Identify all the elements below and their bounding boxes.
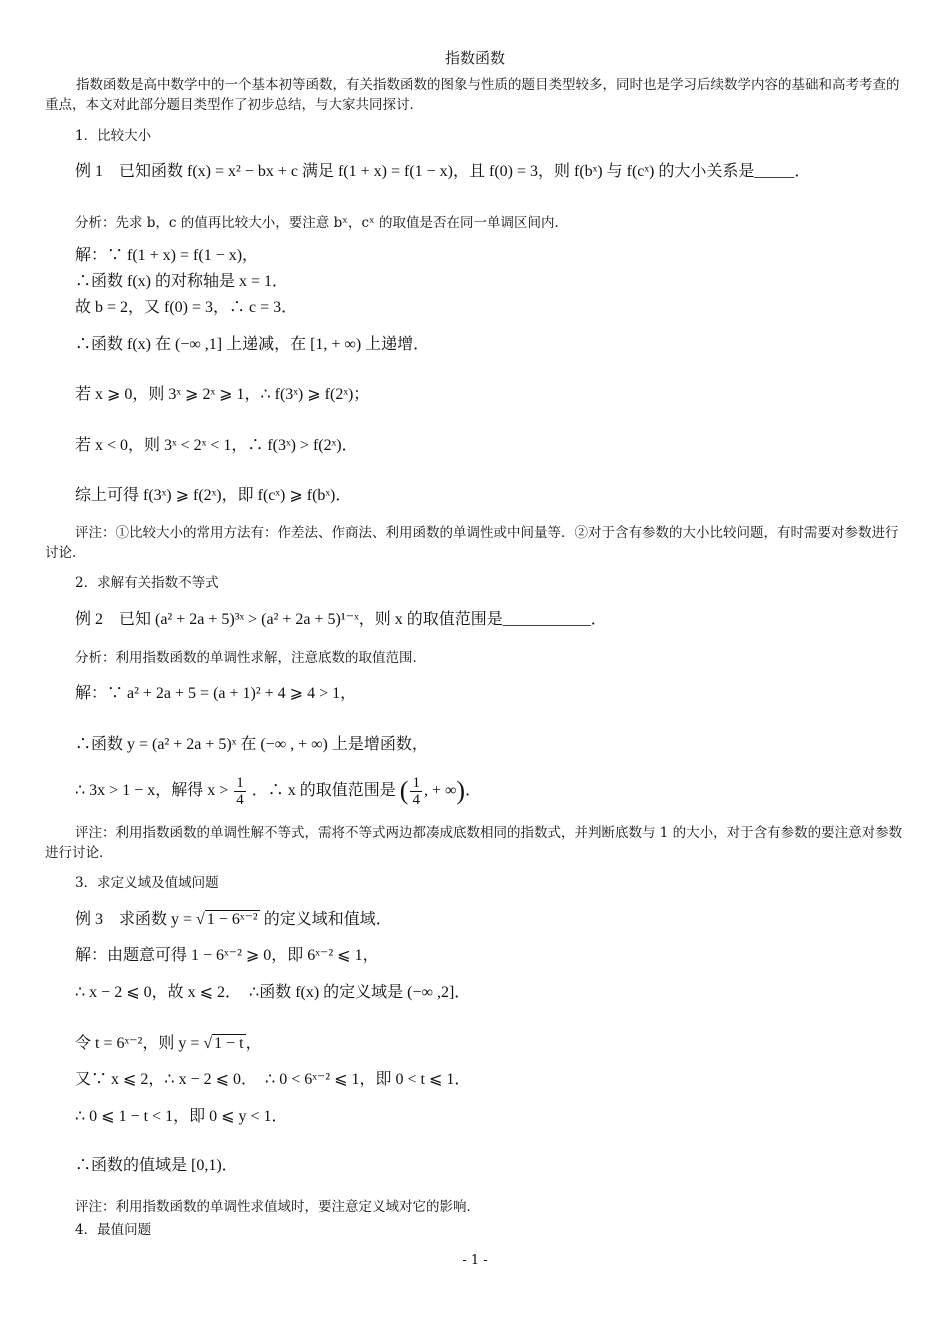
example-1-solution-line: ∴函数 f(x) 在 (−∞ ,1] 上递减，在 [1, + ∞) 上递增． [75,336,430,353]
example-3-solution-line: ∴ x − 2 ⩽ 0，故 x ⩽ 2． ∴函数 f(x) 的定义域是 (−∞ ,2]． [75,984,471,1001]
example-3: 例 3 求函数 y = √ 1 − 6ˣ⁻² 的定义域和值域． [75,911,392,928]
document-title: 指数函数 [444,49,505,67]
example-2-solution-line: ∴函数 y = (a² + 2a + 5)ˣ 在 (−∞ , + ∞) 上是增函数， [75,736,428,753]
example-3-solution-line: 解：由题意可得 1 − 6ˣ⁻² ⩾ 0，即 6ˣ⁻² ⩽ 1， [75,947,379,964]
example-1-solution-line: 综上可得 f(3ˣ) ⩾ f(2ˣ)，即 f(cˣ) ⩾ f(bˣ)． [75,487,352,504]
example-1-solution-line: 解：∵ f(1 + x) = f(1 − x)， [75,247,259,264]
example-3-solution-line: ∴函数的值域是 [0,1)． [75,1157,238,1174]
section-3-heading: 3．求定义域及值域问题 [75,875,219,891]
example-1-comment: 评注：①比较大小的常用方法有：作差法、作商法、利用函数的单调性或中间量等．②对于含有参数的大小比较问题，有时需要对参数进行讨论． [45,525,899,561]
sqrt-sign: √ [203,1035,213,1052]
page-number: - 1 - [462,1253,488,1268]
intro-paragraph: 指数函数是高中数学中的一个基本初等函数，有关指数函数的图象与性质的题目类型较多，同时也是学习后续数学内容的基础和高考考查的重点，本文对此部分题目类型作了初步总结，与大家共同探讨． [45,77,900,113]
example-3-solution-line: 又∵ x ⩽ 2，∴ x − 2 ⩽ 0． ∴ 0 < 6ˣ⁻² ⩽ 1，即 0 < t ⩽ 1． [75,1071,471,1088]
example-1-solution-line: 若 x < 0，则 3ˣ < 2ˣ < 1，∴ f(3ˣ) > f(2ˣ)． [75,437,358,454]
section-1-heading: 1．比较大小 [75,128,152,144]
example-1: 例 1 已知函数 f(x) = x² − bx + c 满足 f(1 + x) = f(1 − x)，且 f(0) = 3，则 f(bˣ) 与 f(cˣ) 的大小关系是_____． [75,163,811,180]
example-2-analysis: 分析：利用指数函数的单调性求解，注意底数的取值范围． [75,650,426,666]
example-1-solution-line: ∴函数 f(x) 的对称轴是 x = 1． [75,273,289,290]
example-2-solution-line: 解：∵ a² + 2a + 5 = (a + 1)² + 4 ⩾ 4 > 1， [75,685,357,702]
sqrt-radicand: 1 − 6ˣ⁻² [206,911,258,928]
example-2-solution-line: ∴ 3x > 1 − x，解得 x > $\frac{1}{4}$ ．∴ x 的取值范围是 ( $\frac{1}{4}$ , + ∞)． [75,775,482,808]
example-1-analysis: 分析：先求 b，c 的值再比较大小，要注意 bˣ，cˣ 的取值是否在同一单调区间内． [75,215,569,231]
example-3-solution-line: 令 t = 6ˣ⁻²，则 y = √ 1 − t ， [75,1035,262,1052]
example-2-comment: 评注：利用指数函数的单调性解不等式，需将不等式两边都凑成底数相同的指数式，并判断底数与 1 的大小，对于含有参数的要注意对参数进行讨论． [45,825,903,861]
example-1-solution-line: 故 b = 2，又 f(0) = 3，∴ c = 3． [75,299,298,316]
sqrt-radicand: 1 − t [214,1035,244,1052]
section-2-heading: 2．求解有关指数不等式 [75,575,219,591]
section-4-heading: 4．最值问题 [75,1222,152,1238]
sqrt-sign: √ [196,911,205,928]
fraction: $\frac{1}{4}$ [412,775,420,808]
example-3-solution-line: ∴ 0 ⩽ 1 − t < 1，即 0 ⩽ y < 1． [75,1108,288,1125]
fraction: $\frac{1}{4}$ [236,775,244,808]
example-2: 例 2 已知 (a² + 2a + 5)³ˣ > (a² + 2a + 5)¹⁻ˣ，则 x 的取值范围是___________． [75,611,607,628]
example-3-comment: 评注：利用指数函数的单调性求值域时，要注意定义域对它的影响． [75,1199,480,1215]
example-1-solution-line: 若 x ⩾ 0，则 3ˣ ⩾ 2ˣ ⩾ 1，∴ f(3ˣ) ⩾ f(2ˣ)； [75,386,370,403]
